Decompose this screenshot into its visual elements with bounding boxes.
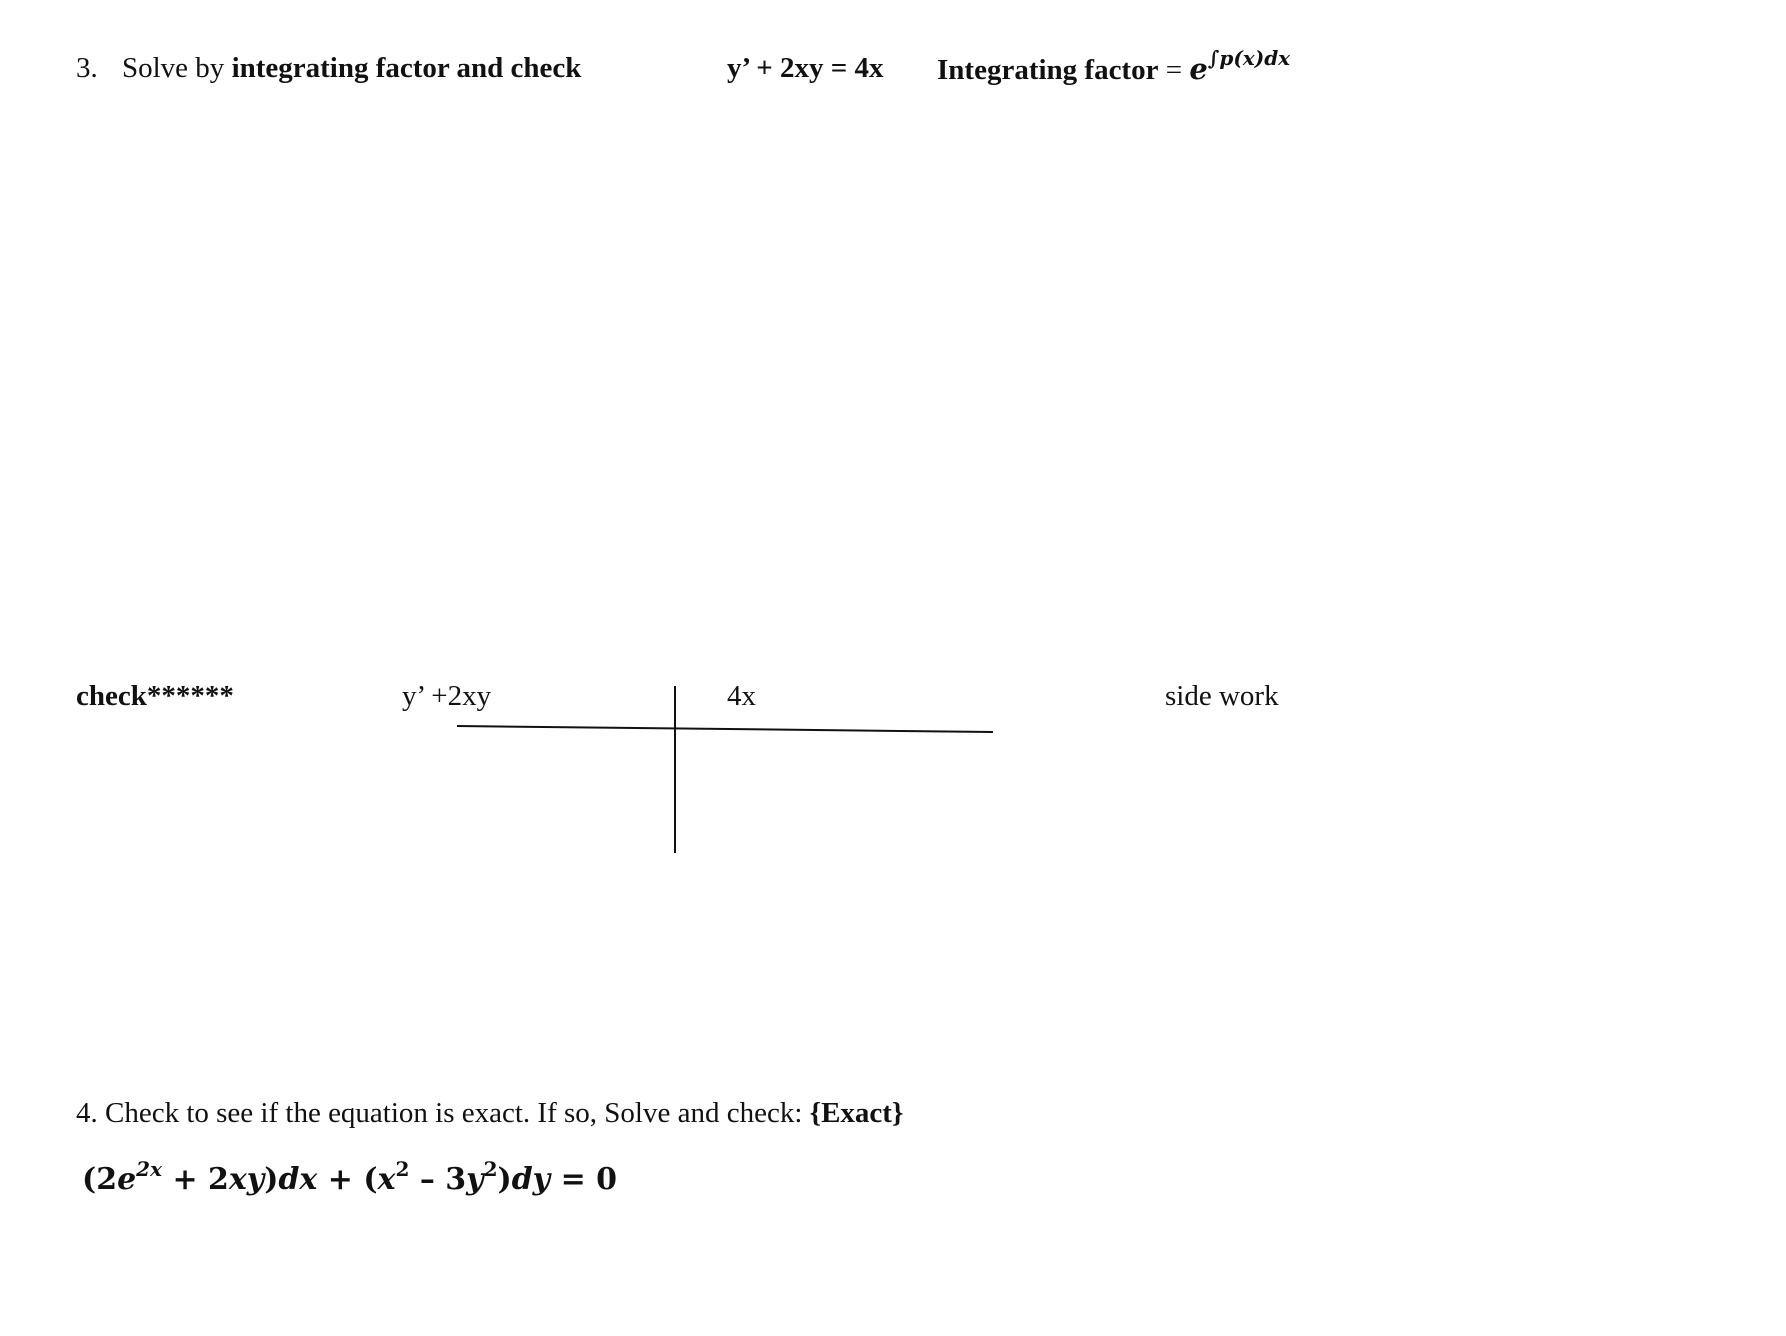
integrating-factor-base: e [1189,52,1208,86]
problem-3-lead: Solve by [122,52,232,84]
eq-part: e [117,1162,137,1197]
eq-part: dx [278,1162,318,1197]
eq-part: (2 [82,1162,118,1197]
problem-4-instruction [76,1097,903,1130]
eq-part: + ( [317,1162,378,1197]
side-work-label: side work [1165,680,1279,712]
eq-exponent: 2 [483,1157,498,1181]
eq-part: = 0 [550,1162,618,1197]
check-label: check****** [76,680,234,712]
problem-3-instruction [122,52,581,85]
integrating-factor-equals: = [1158,54,1190,86]
eq-exponent: 2 [395,1157,410,1181]
eq-exponent: 2x [136,1157,163,1181]
eq-part: ) [497,1162,512,1197]
eq-part: y [466,1162,484,1197]
eq-part: + 2 [162,1162,229,1197]
eq-part: dy [511,1162,551,1197]
eq-part: xy [228,1162,265,1197]
integrating-factor-exponent: ∫p(x)dx [1207,46,1291,70]
problem-4-equation [82,1157,618,1197]
eq-part: – 3 [409,1162,467,1197]
problem-4-exact-tag: {Exact} [809,1097,904,1129]
check-right-header: 4x [727,680,756,712]
integrating-factor-label: Integrating factor [937,54,1159,86]
problem-3-bold-instruction: integrating factor and check [231,52,582,84]
problem-4-text: 4. Check to see if the equation is exact. If so, Solve and check: [76,1097,810,1129]
check-left-header: y’ +2xy [402,680,492,712]
eq-part: ) [264,1162,279,1197]
problem-3-number: 3. [76,52,98,84]
eq-part: x [377,1162,396,1197]
problem-3-equation: y’ + 2xy = 4x [727,52,884,84]
t-chart-horizontal-line [457,726,993,732]
integrating-factor-formula [937,46,1291,87]
